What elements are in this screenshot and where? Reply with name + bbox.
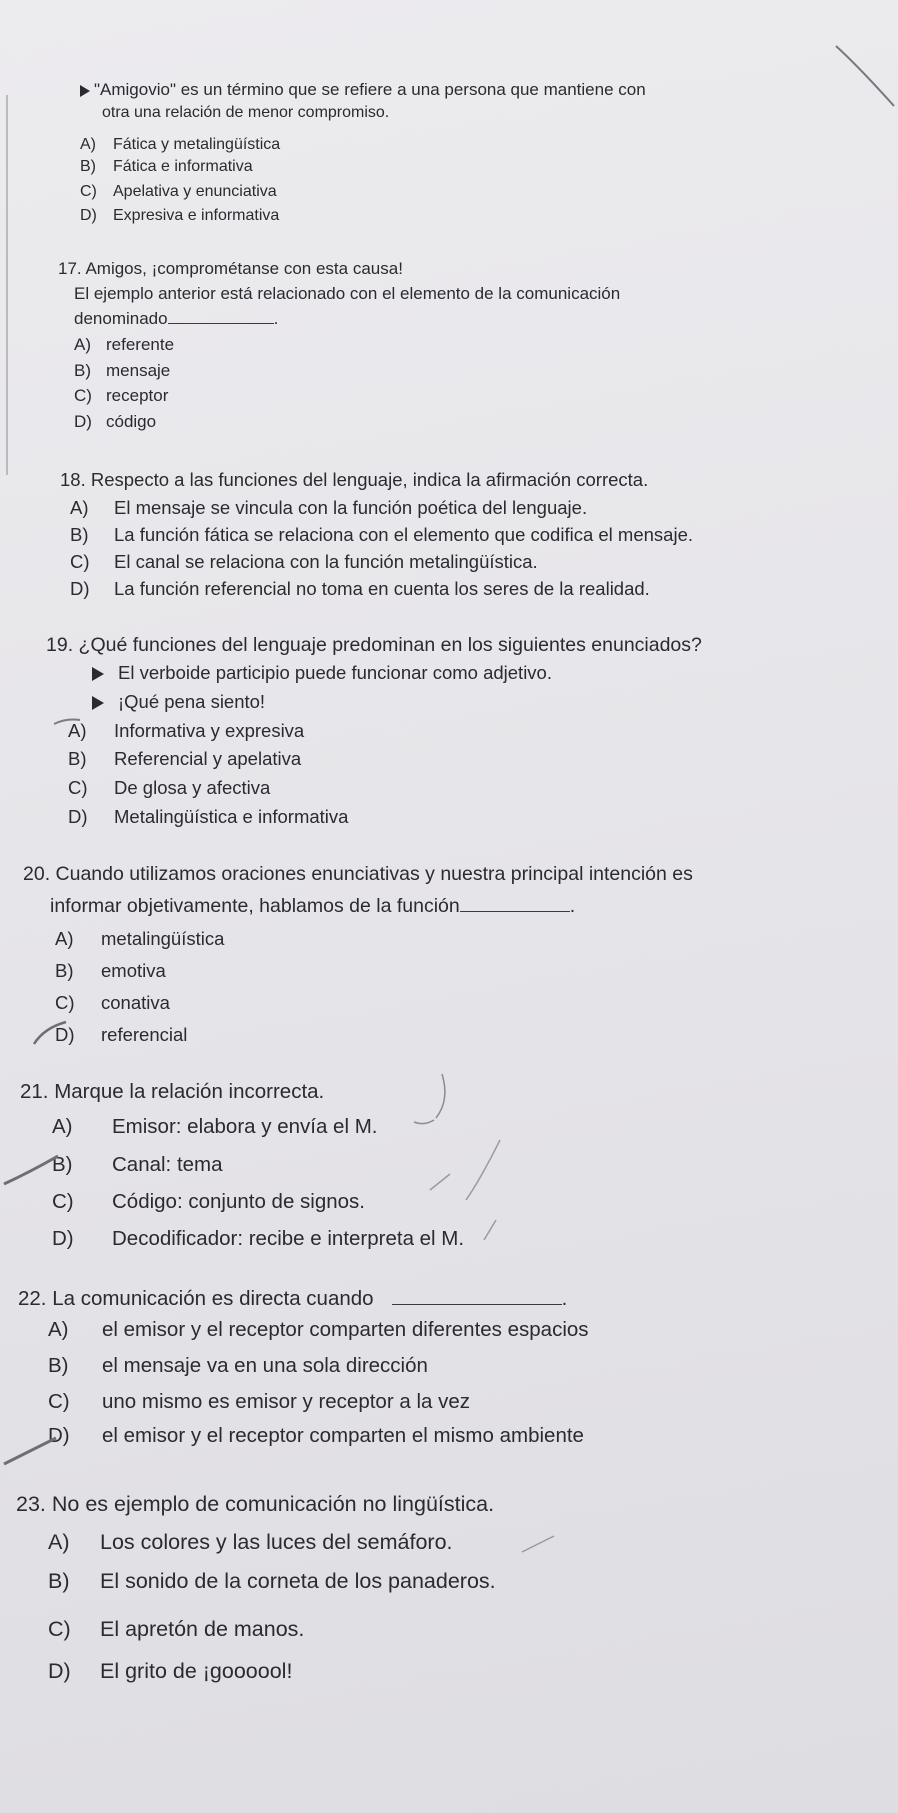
- question-22-option-a[interactable]: A) el emisor y el receptor comparten diferentes espacios: [48, 1318, 589, 1341]
- question-17-stem-line1: El ejemplo anterior está relacionado con el elemento de la comunicación: [74, 284, 621, 303]
- answer-blank[interactable]: [460, 893, 570, 912]
- question-17-stem-line2: denominado .: [74, 309, 279, 328]
- question-23-option-b[interactable]: B) El sonido de la corneta de los panaderos.: [48, 1569, 496, 1593]
- question-20-stem-line1: 20. Cuando utilizamos oraciones enunciativas y nuestra principal intención es: [23, 863, 693, 885]
- answer-blank[interactable]: [392, 1284, 562, 1305]
- question-20-option-b[interactable]: B) emotiva: [55, 960, 166, 981]
- question-20-option-c[interactable]: C) conativa: [55, 992, 170, 1013]
- question-16-stem-line2: otra una relación de menor compromiso.: [102, 104, 390, 121]
- pencil-circle-mark: [0, 1150, 60, 1190]
- question-22-option-c[interactable]: C) uno mismo es emisor y receptor a la vez: [48, 1390, 470, 1413]
- question-19-option-a[interactable]: A) Informativa y expresiva: [68, 720, 305, 741]
- question-21-option-d[interactable]: D) Decodificador: recibe e interpreta el M.: [52, 1227, 465, 1250]
- question-19-option-b[interactable]: B) Referencial y apelativa: [68, 748, 302, 769]
- question-17-title: 17. Amigos, ¡comprométanse con esta causa!: [58, 259, 403, 278]
- margin-line: [6, 95, 8, 475]
- question-17-option-b[interactable]: B) mensaje: [74, 361, 171, 380]
- question-22-option-b[interactable]: B) el mensaje va en una sola dirección: [48, 1354, 428, 1377]
- arrow-bullet-icon: [80, 85, 90, 97]
- question-20-option-a[interactable]: A) metalingüística: [55, 928, 225, 949]
- question-21-option-c[interactable]: C) Código: conjunto de signos.: [52, 1190, 366, 1213]
- question-19-stem: 19. ¿Qué funciones del lenguaje predominan en los siguientes enunciados?: [46, 634, 702, 656]
- question-20-stem-line2: informar objetivamente, hablamos de la función .: [50, 895, 576, 917]
- question-19-option-c[interactable]: C) De glosa y afectiva: [68, 777, 271, 798]
- question-22-option-d[interactable]: D) el emisor y el receptor comparten el mismo ambiente: [48, 1424, 584, 1447]
- question-18-option-c[interactable]: C) El canal se relaciona con la función metalingüística.: [70, 551, 538, 572]
- question-23-option-d[interactable]: D) El grito de ¡goooool!: [48, 1659, 293, 1683]
- question-23-option-c[interactable]: C) El apretón de manos.: [48, 1617, 305, 1641]
- pencil-checkmarks: [410, 1070, 550, 1250]
- question-21-option-a[interactable]: A) Emisor: elabora y envía el M.: [52, 1115, 378, 1138]
- question-16-stem-line1: "Amigovio" es un término que se refiere a una persona que mantiene con: [80, 80, 646, 100]
- question-16-option-b[interactable]: B) Fática e informativa: [80, 158, 253, 175]
- question-17-option-a[interactable]: A) referente: [74, 335, 175, 354]
- question-18-option-a[interactable]: A) El mensaje se vincula con la función poética del lenguaje.: [70, 497, 588, 518]
- answer-blank[interactable]: [168, 307, 274, 324]
- arrow-bullet-icon: [92, 667, 104, 681]
- question-18-option-d[interactable]: D) La función referencial no toma en cuenta los seres de la realidad.: [70, 578, 650, 599]
- arrow-bullet-icon: [92, 696, 104, 710]
- pencil-stroke: [830, 40, 898, 110]
- question-19-bullet-2: ¡Qué pena siento!: [92, 691, 265, 713]
- question-18-stem: 18. Respecto a las funciones del lenguaje, indica la afirmación correcta.: [60, 469, 649, 490]
- question-17-option-d[interactable]: D) código: [74, 412, 157, 431]
- question-19-option-d[interactable]: D) Metalingüística e informativa: [68, 806, 349, 827]
- question-23-option-a[interactable]: A) Los colores y las luces del semáforo.: [48, 1530, 453, 1554]
- question-16-option-a[interactable]: A) Fática y metalingüística: [80, 136, 281, 153]
- question-23-stem: 23. No es ejemplo de comunicación no lingüística.: [16, 1492, 495, 1516]
- question-19-bullet-1: El verboide participio puede funcionar como adjetivo.: [92, 662, 552, 684]
- question-16-option-d[interactable]: D) Expresiva e informativa: [80, 207, 280, 224]
- pencil-tick: [520, 1530, 560, 1560]
- question-20-option-d[interactable]: D) referencial: [55, 1024, 188, 1045]
- question-21-option-b[interactable]: B) Canal: tema: [52, 1153, 223, 1176]
- question-16-option-c[interactable]: C) Apelativa y enunciativa: [80, 183, 277, 200]
- question-22-stem: 22. La comunicación es directa cuando .: [18, 1284, 567, 1311]
- question-21-stem: 21. Marque la relación incorrecta.: [20, 1080, 325, 1103]
- question-18-option-b[interactable]: B) La función fática se relaciona con el elemento que codifica el mensaje.: [70, 524, 693, 545]
- question-17-option-c[interactable]: C) receptor: [74, 386, 169, 405]
